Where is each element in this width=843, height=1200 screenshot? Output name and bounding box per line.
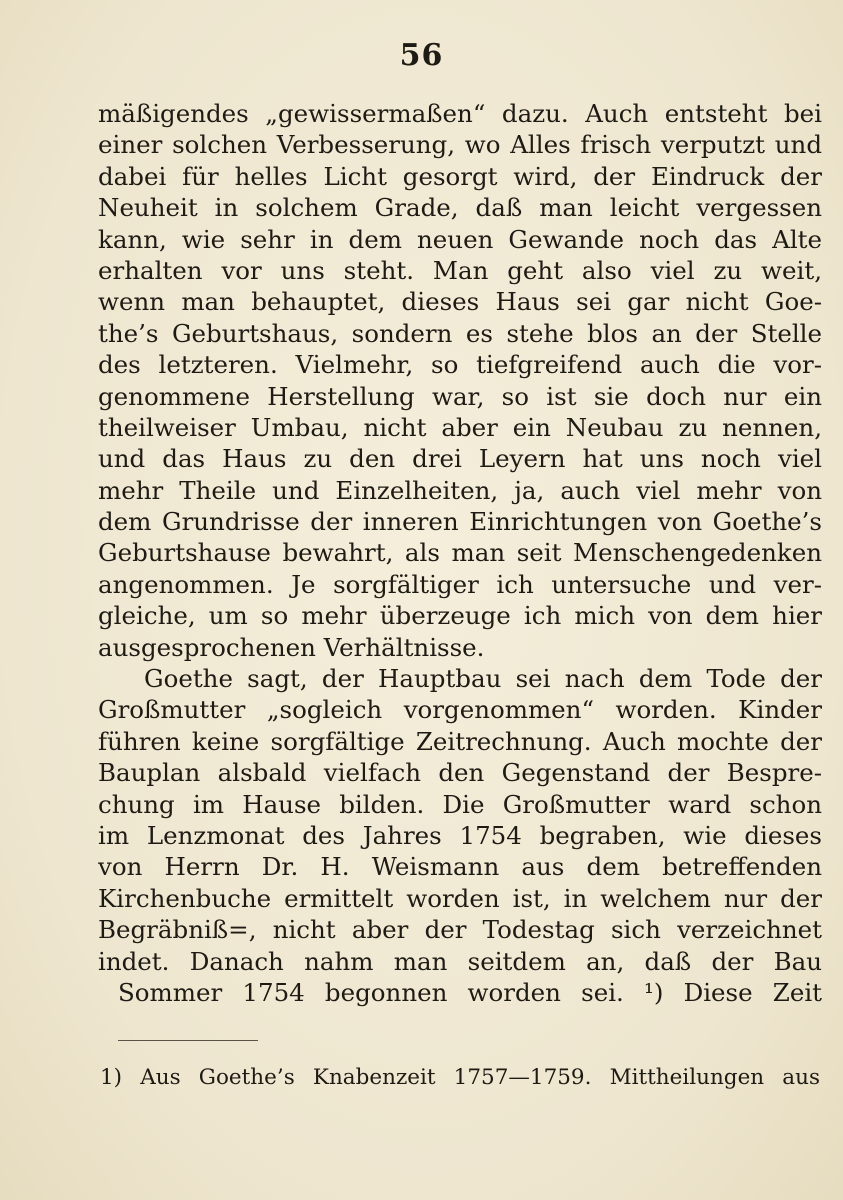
text-line: kann, wie sehr in dem neuen Gewande noch das Alte	[98, 224, 822, 254]
text-line: chung im Hause bilden. Die Großmutter ward schon	[98, 789, 822, 819]
footnote: 1) Aus Goethe’s Knabenzeit 1757—1759. Mittheilungen aus	[100, 1065, 820, 1090]
text-line: theilweiser Umbau, nicht aber ein Neubau zu nennen,	[98, 412, 822, 442]
footnote-divider	[118, 1040, 258, 1041]
text-line: angenommen. Je sorgfältiger ich untersuche und ver-	[98, 569, 822, 599]
text-line: Großmutter „sogleich vorgenommen“ worden. Kinder	[98, 695, 822, 725]
text-line: einer solchen Verbesserung, wo Alles frisch verputzt und	[98, 130, 822, 160]
text-line: mäßigendes „gewissermaßen“ dazu. Auch entsteht bei	[98, 99, 822, 128]
text-line: dabei für helles Licht gesorgt wird, der Eindruck der	[98, 161, 822, 191]
text-line: Kirchenbuche ermittelt worden ist, in welchem nur der	[98, 883, 822, 913]
text-line: von Herrn Dr. H. Weismann aus dem betreffenden	[98, 852, 822, 882]
text-line: the’s Geburtshaus, sondern es stehe blos an der Stelle	[98, 318, 822, 348]
text-line: mehr Theile und Einzelheiten, ja, auch viel mehr von	[98, 475, 822, 505]
text-line: im Lenzmonat des Jahres 1754 begraben, wie dieses	[98, 820, 822, 850]
text-line: des letzteren. Vielmehr, so tiefgreifend auch die vor-	[98, 350, 822, 380]
text-line: Geburtshause bewahrt, als man seit Menschengedenken	[98, 538, 822, 568]
text-line: Sommer 1754 begonnen worden sei. ¹) Diese Zeit	[118, 977, 822, 1007]
text-line: genommene Herstellung war, so ist sie doch nur ein	[98, 381, 822, 411]
text-line: indet. Danach nahm man seitdem an, daß der Bau	[98, 946, 822, 976]
paragraph-end-line: ausgesprochenen Verhältnisse.	[98, 632, 485, 662]
text-line: und das Haus zu den drei Leyern hat uns noch viel	[98, 444, 822, 474]
body-text	[98, 98, 822, 1008]
text-line: dem Grundrisse der inneren Einrichtungen von Goethe’s	[98, 507, 822, 537]
text-line: Bauplan alsbald vielfach den Gegenstand der Bespre-	[98, 758, 822, 788]
text-line: gleiche, um so mehr überzeuge ich mich von dem hier	[98, 601, 822, 631]
text-line: Neuheit in solchem Grade, daß man leicht vergessen	[98, 193, 822, 223]
text-line: führen keine sorgfältige Zeitrechnung. Auch mochte der	[98, 726, 822, 756]
text-line: wenn man behauptet, dieses Haus sei gar nicht Goe-	[98, 287, 822, 317]
page-number: 56	[399, 38, 444, 73]
paragraph-start-line: Goethe sagt, der Hauptbau sei nach dem Tode der	[144, 664, 822, 694]
text-line: Begräbniß=, nicht aber der Todestag sich verzeichnet	[98, 915, 822, 945]
text-line: erhalten vor uns steht. Man geht also viel zu weit,	[98, 255, 822, 285]
